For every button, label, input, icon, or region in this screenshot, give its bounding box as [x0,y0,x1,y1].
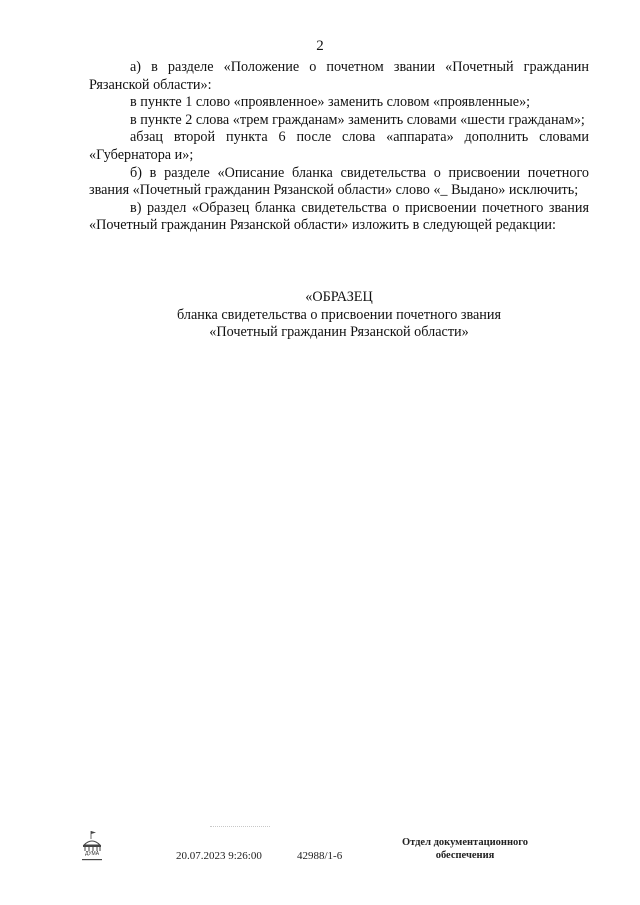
registration-datetime: 20.07.2023 9:26:00 [176,850,262,862]
department-line2: обеспечения [435,850,495,861]
paragraph-b: б) в разделе «Описание бланка свидетельства о присвоении почетного звания «Почетный гражданин Рязанской области» слово «_ Выдано» исключить; [89,164,589,199]
page-number: 2 [316,38,324,54]
paragraph-item-2: в пункте 2 слова «трем гражданам» заменить словами «шести гражданам»; [130,111,585,128]
document-body [89,59,589,235]
scan-artifact [210,826,270,831]
sample-title-block [89,289,589,342]
sample-subtitle-line1: бланка свидетельства о присвоении почетного звания [177,306,501,323]
registration-number: 42988/1-6 [297,850,343,862]
paragraph-v: в) раздел «Образец бланка свидетельства о присвоении почетного звания «Почетный гражданин Рязанской области» изложить в следующей редакции: [89,199,589,234]
paragraph-item-6: абзац второй пункта 6 после слова «аппарата» дополнить словами «Губернатора и»; [89,129,589,163]
logo-label: ДУМА [84,851,100,857]
department-stamp [395,836,535,862]
paragraph-item-1: в пункте 1 слово «проявленное» заменить словом «проявленные»; [130,94,531,111]
department-line1: Отдел документационного [401,837,529,848]
sample-heading: «ОБРАЗЕЦ [305,289,373,305]
paragraph-a: а) в разделе «Положение о почетном звании «Почетный гражданин Рязанской области»: [89,59,589,93]
duma-building-icon [80,829,104,865]
sample-subtitle-line2: «Почетный гражданин Рязанской области» [209,324,469,341]
